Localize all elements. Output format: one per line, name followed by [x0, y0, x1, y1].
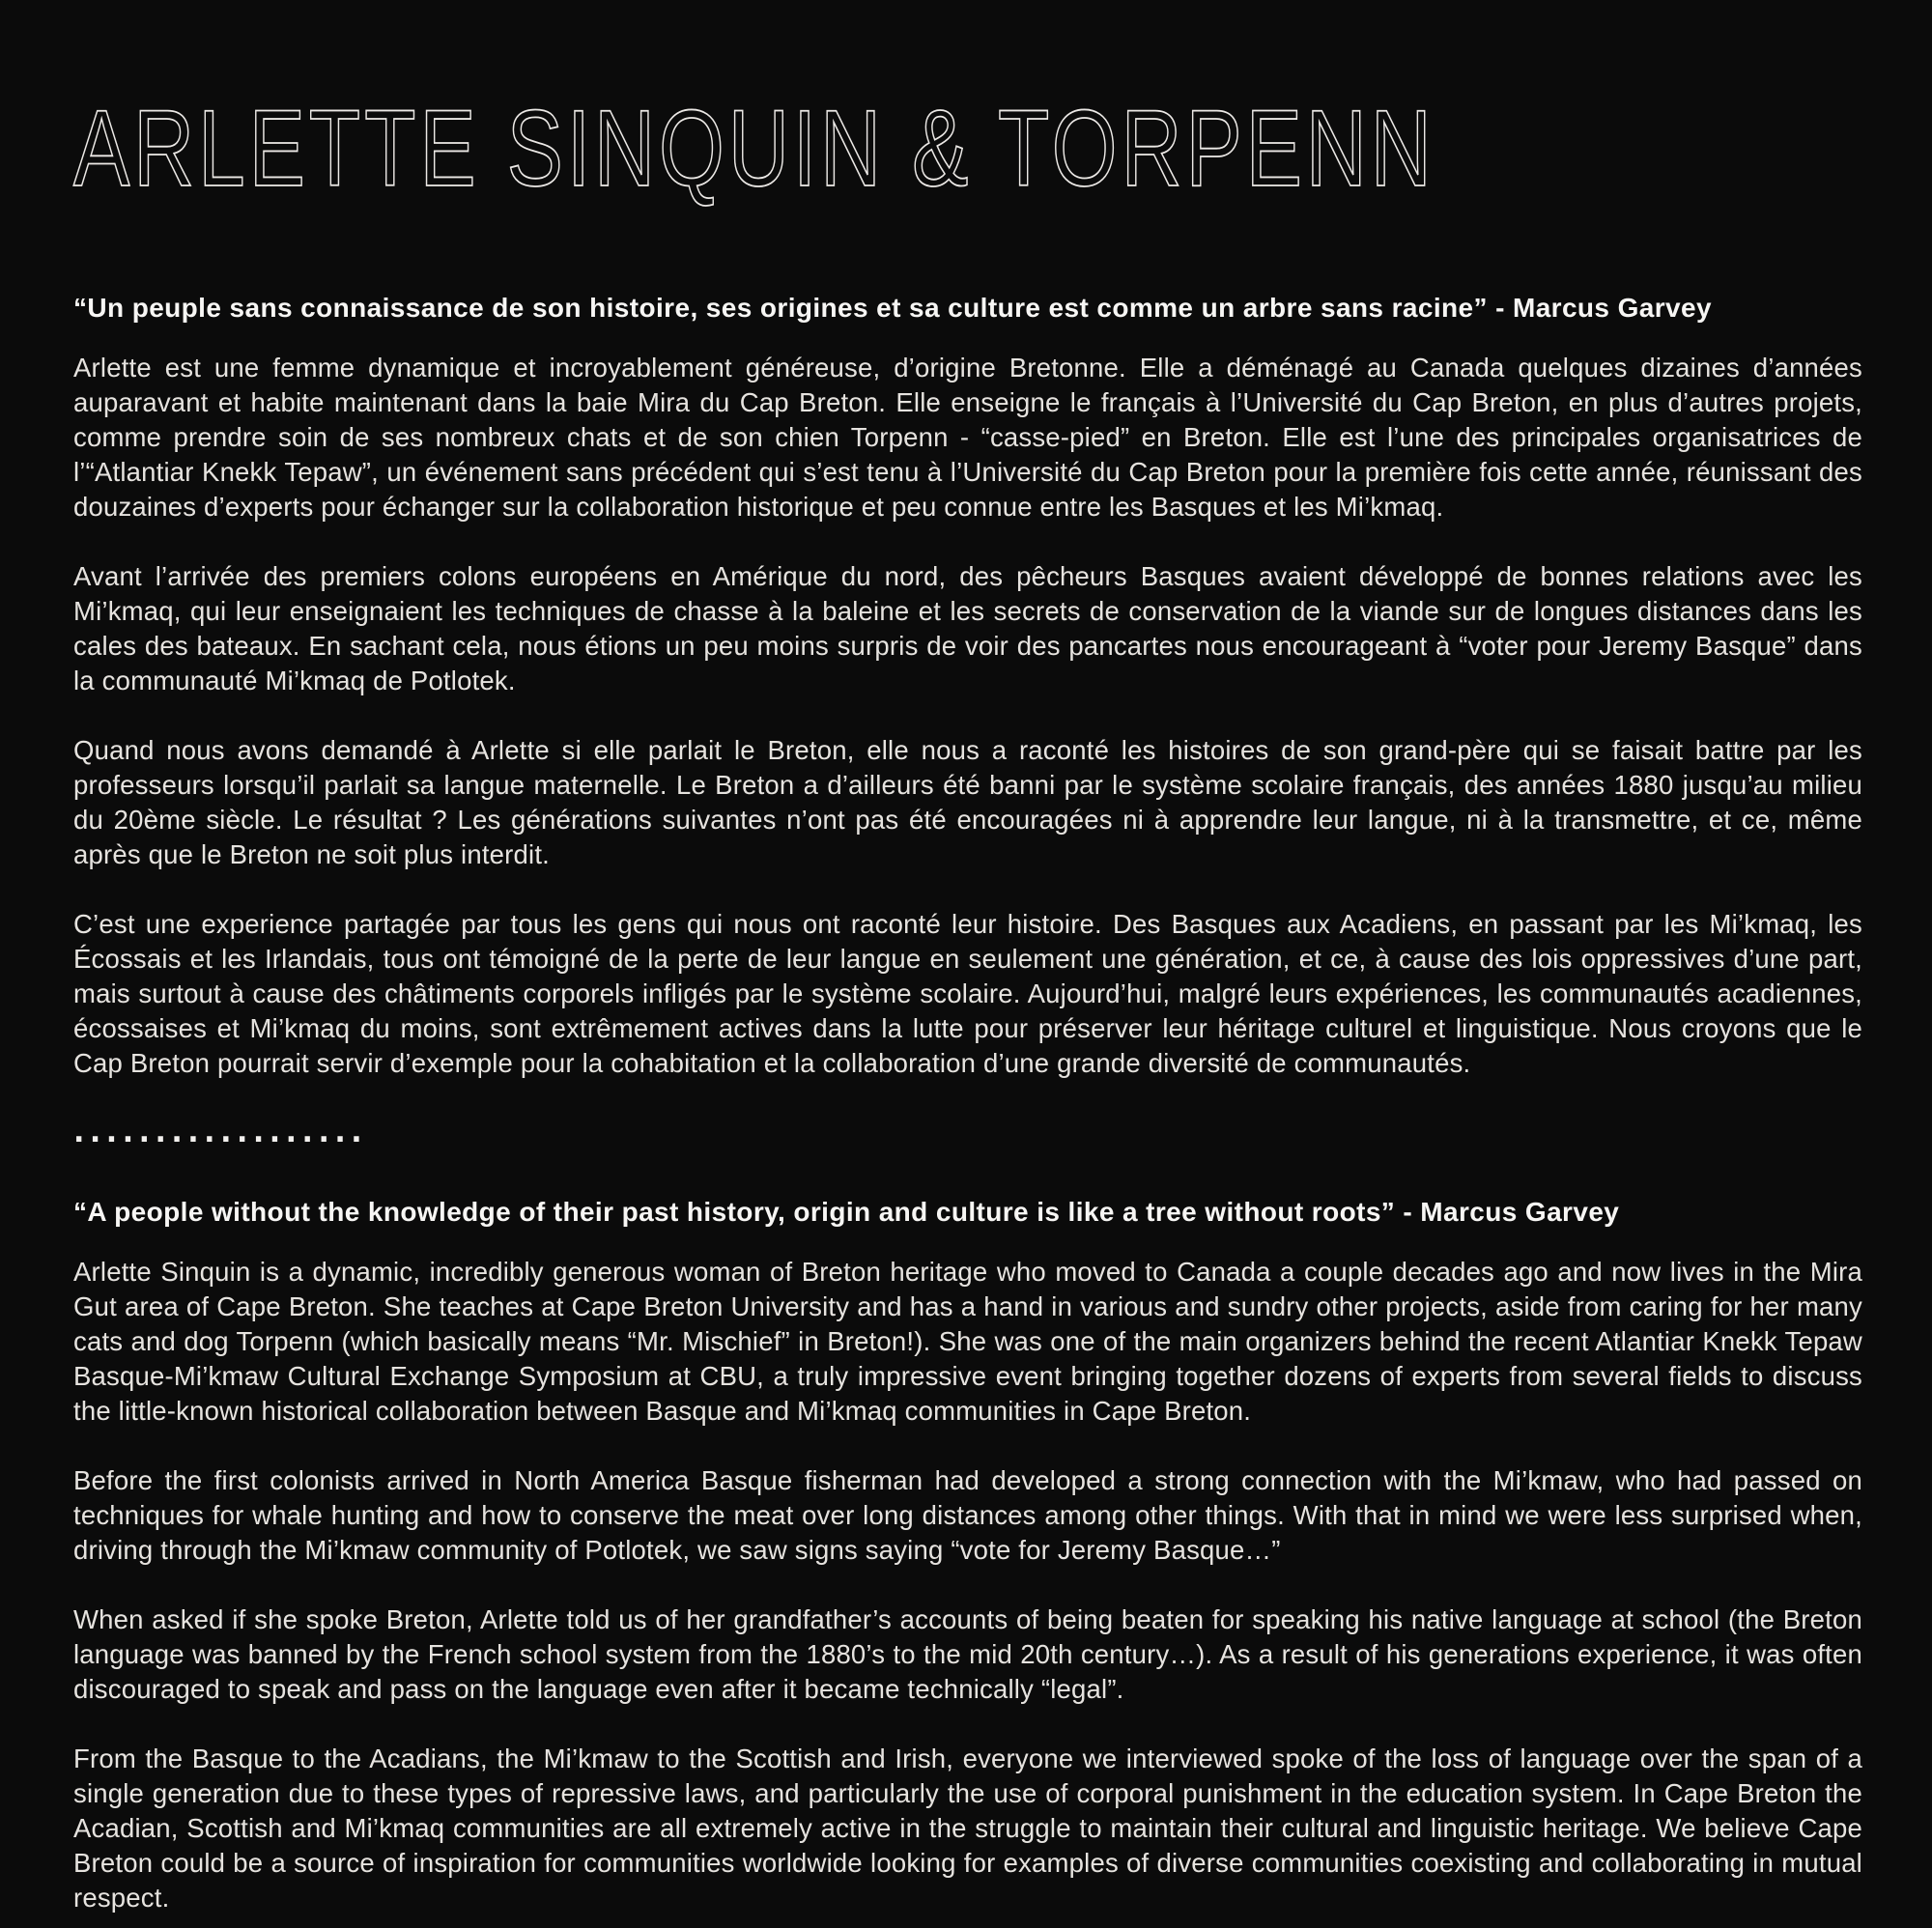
- english-paragraph-1: Arlette Sinquin is a dynamic, incredibly generous woman of Breton heritage who moved to Canada a couple decades ago and now lives in the Mira Gut area of Cape Breton. She teaches at Cape Breton University and has a hand in various and sundry other projects, aside from caring for her many cats and dog Torpenn (which basically means “Mr. Mischief” in Breton!). She was one of the main organizers behind the recent Atlantiar Knekk Tepaw Basque-Mi’kmaw Cultural Exchange Symposium at CBU, a truly impressive event bringing together dozens of experts from several fields to discuss the little-known historical collaboration between Basque and Mi’kmaq communities in Cape Breton.: [73, 1256, 1862, 1426]
- french-paragraph-4: C’est une experience partagée par tous les gens qui nous ont raconté leur histoire. Des Basques aux Acadiens, en passant par les Mi’kmaq, les Écossais et les Irlandais, tous ont témoigné de la perte de leur langue en seulement une génération, et ce, à cause des lois oppressives d’une part, mais surtout à cause des châtiments corporels infligés par le système scolaire. Aujourd’hui, malgré leurs expériences, les communautés acadiennes, écossaises et Mi’kmaq du moins, sont extrêmement actives dans la lutte pour préserver leur héritage culturel et linguistique. Nous croyons que le Cap Breton pourrait servir d’exemple pour la cohabitation et la collaboration d’une grande diversité de communautés.: [73, 908, 1862, 1078]
- french-quote: “Un peuple sans connaissance de son histoire, ses origines et sa culture est comme un arbre sans racine” - Marcus Garvey: [73, 292, 1712, 323]
- french-section: [73, 291, 1862, 1081]
- english-paragraph-2: Before the first colonists arrived in North America Basque fisherman had developed a strong connection with the Mi’kmaw, who had passed on techniques for whale hunting and how to conserve the meat over long distances among other things. With that in mind we were less surprised when, driving through the Mi’kmaw community of Potlotek, we saw signs saying “vote for Jeremy Basque…”: [73, 1464, 1862, 1565]
- english-section: [73, 1195, 1862, 1915]
- french-paragraph-3: Quand nous avons demandé à Arlette si elle parlait le Breton, elle nous a raconté les histoires de son grand-père qui se faisait battre par les professeurs lorsqu’il parlait sa langue maternelle. Le Breton a d’ailleurs été banni par le système scolaire français, des années 1880 jusqu’au milieu du 20ème siècle. Le résultat ? Les générations suivantes n’ont pas été encouragées ni à apprendre leur langue, ni à la transmettre, et ce, même après que le Breton ne soit plus interdit.: [73, 734, 1862, 869]
- english-quote: “A people without the knowledge of their past history, origin and culture is like a tree without roots” - Marcus Garvey: [73, 1196, 1620, 1227]
- english-paragraph-3: When asked if she spoke Breton, Arlette told us of her grandfather’s accounts of being beaten for speaking his native language at school (the Breton language was banned by the French school system from the 1880’s to the mid 20th century…). As a result of his generations experience, it was often discouraged to speak and pass on the language even after it became technically “legal”.: [73, 1603, 1862, 1704]
- dotted-separator: ..................: [73, 1115, 368, 1149]
- english-paragraph-4: From the Basque to the Acadians, the Mi’kmaw to the Scottish and Irish, everyone we interviewed spoke of the loss of language over the span of a single generation due to these types of repressive laws, and particularly the use of corporal punishment in the education system. In Cape Breton the Acadian, Scottish and Mi’kmaq communities are all extremely active in the struggle to maintain their cultural and linguistic heritage. We believe Cape Breton could be a source of inspiration for communities worldwide looking for examples of diverse communities coexisting and collaborating in mutual respect.: [73, 1743, 1862, 1913]
- french-paragraph-2: Avant l’arrivée des premiers colons européens en Amérique du nord, des pêcheurs Basques avaient développé de bonnes relations avec les Mi’kmaq, qui leur enseignaient les techniques de chasse à la baleine et les secrets de conservation de la viande sur de longues distances dans les cales des bateaux. En sachant cela, nous étions un peu moins surpris de voir des pancartes nous encourageant à “voter pour Jeremy Basque” dans la communauté Mi’kmaq de Potlotek.: [73, 560, 1862, 695]
- french-paragraph-1: Arlette est une femme dynamique et incroyablement généreuse, d’origine Bretonne. Elle a déménagé au Canada quelques dizaines d’années auparavant et habite maintenant dans la baie Mira du Cap Breton. Elle enseigne le français à l’Université du Cap Breton, en plus d’autres projets, comme prendre soin de ses nombreux chats et de son chien Torpenn - “casse-pied” en Breton. Elle est l’une des principales organisatrices de l’“Atlantiar Knekk Tepaw”, un événement sans précédent qui s’est tenu à l’Université du Cap Breton pour la première fois cette année, réunissant des douzaines d’experts pour échanger sur la collaboration historique et peu connue entre les Basques et les Mi’kmaq.: [73, 352, 1862, 522]
- page-title: ARLETTE SINQUIN & TORPENN: [73, 88, 1435, 209]
